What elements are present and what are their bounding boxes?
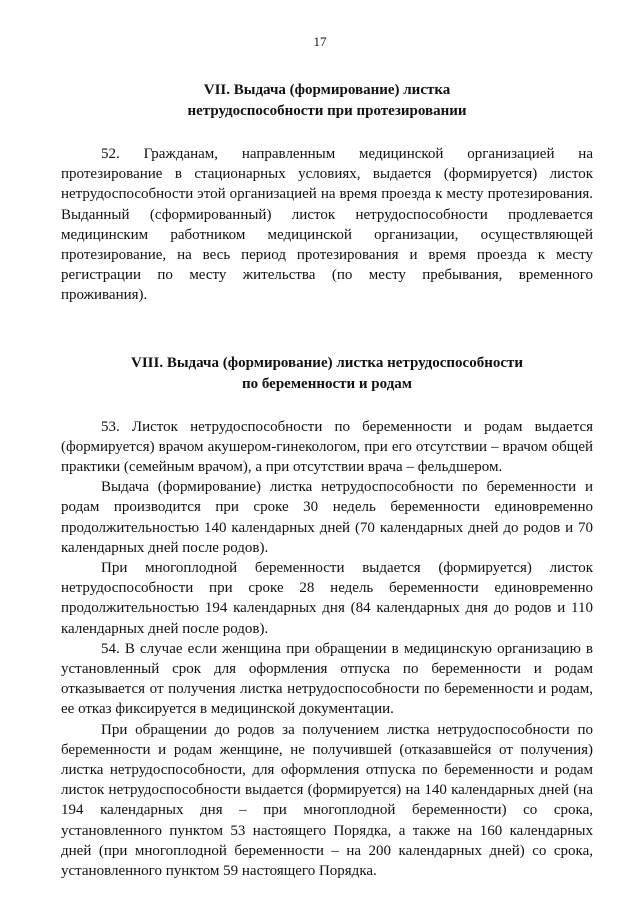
section-8-body [61,417,593,882]
section-8-title-line-2: по беременности и родам [241,375,413,392]
section-7-body [61,144,593,306]
section-7-title-line-1: VII. Выдача (формирование) листка [203,82,451,98]
paragraph-52: 52. Гражданам, направленным медицинской организацией на протезирование в стационарных условиях, выдается (формируется) листок нетрудоспособности этой организацией на время проезда к месту протезирования. Выданный (сформированный) листок нетрудоспособности продлевается медицинским работником медицинской организации, осуществляющей протезирование, на весь период протезирования и время проезда к месту регистрации по месту жительства (по месту пребывания, временного проживания). [61,146,593,304]
paragraph-53-multiple: При многоплодной беременности выдается (формируется) листок нетрудоспособности при сроке 28 недель беременности единовременно продолжительностью 194 календарных дня (84 календарных дня до родов и 110 календарных дней после родов). [61,560,593,637]
page-number: 17 [313,34,327,49]
paragraph-53: 53. Листок нетрудоспособности по беременности и родам выдается (формируется) врачом акушером-гинекологом, при его отсутствии – врачом общей практики (семейным врачом), а при отсутствии врача – фельдшером. [61,418,593,476]
section-8-heading [61,353,593,395]
section-8-title-line-1: VIII. Выдача (формирование) листка нетрудоспособности [130,354,524,371]
paragraph-54: 54. В случае если женщина при обращении в медицинскую организацию в установленный срок для оформления отпуска по беременности и родам отказывается от получения листка нетрудоспособности по беременности и родам, ее отказ фиксируется в медицинской документации. [61,640,593,718]
paragraph-53-duration: Выдача (формирование) листка нетрудоспособности по беременности и родам производится при сроке 30 недель беременности единовременно продолжительностью 140 календарных дней (70 календарных дней до родов и 70 календарных дней после родов). [61,479,593,556]
section-7-heading [61,80,593,122]
page-content [61,80,593,881]
section-7-title-line-2: нетрудоспособности при протезировании [187,103,467,119]
paragraph-54-refusal: При обращении до родов за получением листка нетрудоспособности по беременности и родам женщине, не получившей (отказавшейся от получения) листка нетрудоспособности, для оформления отпуска по беременности и родам листок нетрудоспособности выдается (формируется) на 140 календарных дней (на 194 календарных дня – при многоплодной беременности) со срока, установленного пунктом 53 настоящего Порядка, а также на 160 календарных дней (при многоплодной беременности – на 200 календарных дней) со срока, установленного пунктом 59 настоящего Порядка. [61,721,593,880]
